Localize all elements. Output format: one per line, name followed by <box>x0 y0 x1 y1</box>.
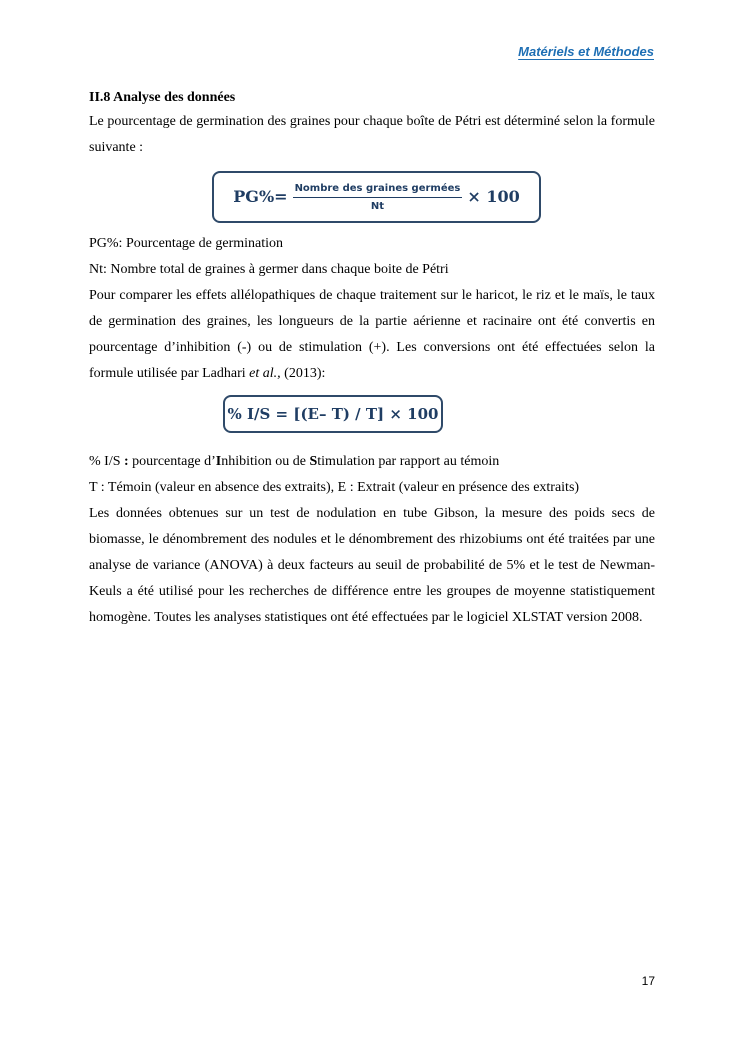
is-colon: : <box>124 454 129 469</box>
intro-paragraph: Le pourcentage de germination des graines pour chaque boîte de Pétri est déterminé selon la formule suivante : <box>89 114 655 155</box>
formula-fraction <box>293 182 463 213</box>
running-header-title: Matériels et Méthodes <box>518 44 654 59</box>
page-number: 17 <box>641 974 655 988</box>
is-letter-i: I <box>215 454 222 469</box>
is-letter-s: S <box>309 454 318 469</box>
definition-is <box>89 449 655 475</box>
inhibition-formula-text: % I/S = [(E– T) / T] × 100 <box>227 405 439 423</box>
definition-nt: Nt: Nombre total de graines à germer dans chaque boite de Pétri <box>89 262 449 277</box>
is-part2: nhibition ou de <box>221 454 310 469</box>
section-heading: II.8 Analyse des données <box>89 90 236 105</box>
germination-formula-block <box>89 161 655 231</box>
statistics-paragraph: Les données obtenues sur un test de nodulation en tube Gibson, la mesure des poids secs de biomasse, le dénombrement des nodules et le dénombrement des rhizobiums ont été traitées par une analyse de variance (ANOVA) à deux facteurs au seuil de probabilité de 5% et le test de Newman-Keuls a été utilisé pour les recherches de différence entre les groupes de moyenne statistiquement homogène. Toutes les analyses statistiques ont été effectuées par le logiciel XLSTAT version 2008. <box>89 506 655 625</box>
comparison-text: Pour comparer les effets allélopathiques de chaque traitement sur le haricot, le riz et le maïs, le taux de germination des graines, les longueurs de la partie aérienne et racinaire ont été convertis en pourcentage d’inhibition (-) ou de stimulation (+). Les conversions ont été effectuées selon la formule utilisée par Ladhari <box>89 288 655 381</box>
comparison-paragraph <box>89 283 655 387</box>
is-prefix: % I/S <box>89 454 124 469</box>
formula-numerator: Nombre des graines germées <box>293 182 463 198</box>
is-part1: pourcentage d’ <box>128 454 216 469</box>
inhibition-formula-block <box>89 387 655 449</box>
citation-et-al: et al., <box>249 366 281 381</box>
germination-formula-box <box>212 171 541 223</box>
document-body <box>89 87 655 631</box>
definition-pg: PG%: Pourcentage de germination <box>89 236 284 251</box>
is-part3: timulation par rapport au témoin <box>317 454 500 469</box>
definition-t-e: T : Témoin (valeur en absence des extraits), E : Extrait (valeur en présence des extraits) <box>89 480 580 495</box>
formula-multiplier: × 100 <box>467 187 520 206</box>
formula-denominator: Nt <box>370 200 385 212</box>
inhibition-formula-box <box>223 395 443 433</box>
citation-year: (2013): <box>280 366 326 381</box>
formula-lhs: PG%= <box>233 187 288 206</box>
